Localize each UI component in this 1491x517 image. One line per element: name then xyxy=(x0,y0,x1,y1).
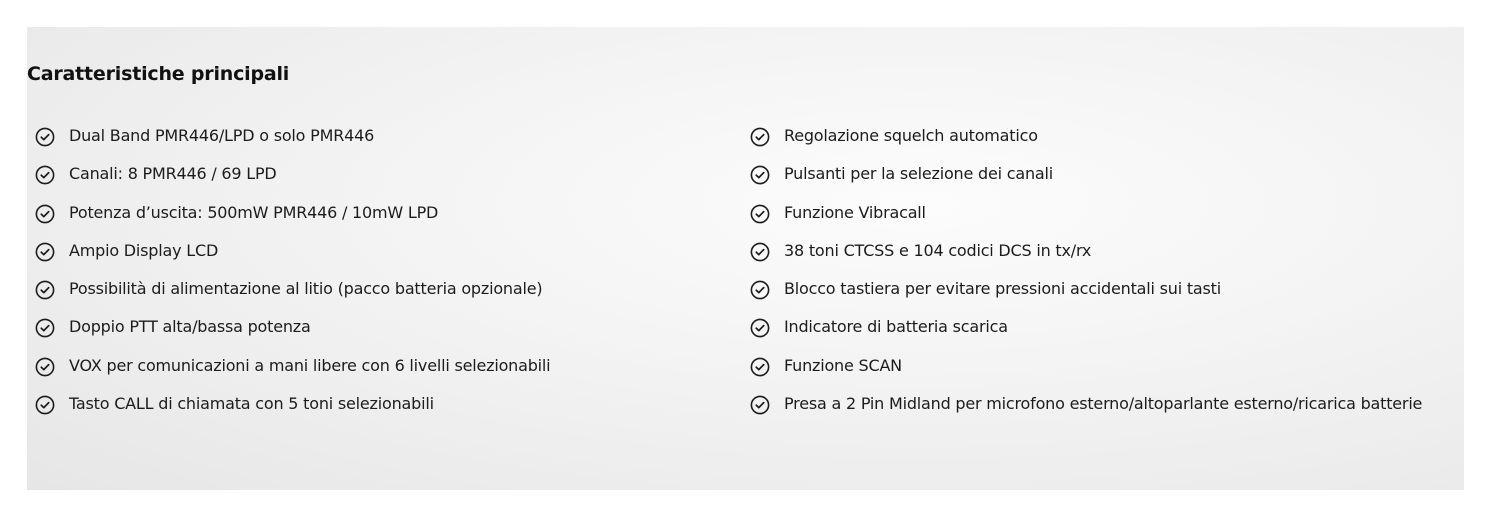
check-circle-icon xyxy=(35,127,55,147)
list-item-label: Dual Band PMR446/LPD o solo PMR446 xyxy=(69,126,375,145)
list-item xyxy=(35,238,735,264)
list-item-label: Ampio Display LCD xyxy=(69,240,219,260)
list-item-label: Indicatore di batteria scarica xyxy=(784,317,1008,337)
list-item xyxy=(750,123,1440,149)
check-circle-icon xyxy=(750,280,770,300)
list-item-label: Regolazione squelch automatico xyxy=(784,126,1038,145)
check-circle-icon xyxy=(750,357,770,377)
section-title: Caratteristiche principali xyxy=(27,63,290,85)
check-circle-icon xyxy=(750,127,770,147)
list-item-label: Presa a 2 Pin Midland per microfono esterno/altoparlante esterno/ricarica batterie xyxy=(784,394,1423,414)
list-item xyxy=(750,238,1440,264)
check-circle-icon xyxy=(750,395,770,415)
list-item-label: Doppio PTT alta/bassa potenza xyxy=(69,317,311,337)
check-circle-icon xyxy=(35,357,55,377)
list-item xyxy=(750,161,1440,187)
list-item-label: Tasto CALL di chiamata con 5 toni selezionabili xyxy=(69,394,434,414)
check-circle-icon xyxy=(35,204,55,224)
list-item xyxy=(750,353,1440,379)
features-list-left xyxy=(35,123,735,429)
list-item-label: Funzione Vibracall xyxy=(784,202,926,222)
list-item xyxy=(750,276,1440,302)
list-item xyxy=(35,123,735,149)
list-item-label: VOX per comunicazioni a mani libere con 6 livelli selezionabili xyxy=(69,355,551,375)
check-circle-icon xyxy=(35,242,55,262)
features-panel xyxy=(27,27,1464,490)
list-item-label: 38 toni CTCSS e 104 codici DCS in tx/rx xyxy=(784,240,1092,260)
list-item-label: Potenza d’uscita: 500mW PMR446 / 10mW LPD xyxy=(69,202,439,222)
list-item xyxy=(35,200,735,226)
list-item xyxy=(750,314,1440,340)
list-item xyxy=(750,200,1440,226)
check-circle-icon xyxy=(35,165,55,185)
check-circle-icon xyxy=(35,395,55,415)
features-list-right xyxy=(750,123,1440,429)
list-item xyxy=(35,353,735,379)
list-item-label: Funzione SCAN xyxy=(784,355,902,375)
check-circle-icon xyxy=(750,318,770,338)
list-item-label: Blocco tastiera per evitare pressioni accidentali sui tasti xyxy=(784,279,1221,299)
check-circle-icon xyxy=(35,318,55,338)
list-item xyxy=(35,391,735,417)
list-item xyxy=(35,314,735,340)
check-circle-icon xyxy=(750,242,770,262)
check-circle-icon xyxy=(750,204,770,224)
check-circle-icon xyxy=(750,165,770,185)
check-circle-icon xyxy=(35,280,55,300)
list-item xyxy=(35,161,735,187)
list-item xyxy=(35,276,735,302)
list-item-label: Pulsanti per la selezione dei canali xyxy=(784,164,1053,184)
list-item xyxy=(750,391,1440,417)
list-item-label: Canali: 8 PMR446 / 69 LPD xyxy=(69,164,277,184)
list-item-label: Possibilità di alimentazione al litio (pacco batteria opzionale) xyxy=(69,279,543,299)
